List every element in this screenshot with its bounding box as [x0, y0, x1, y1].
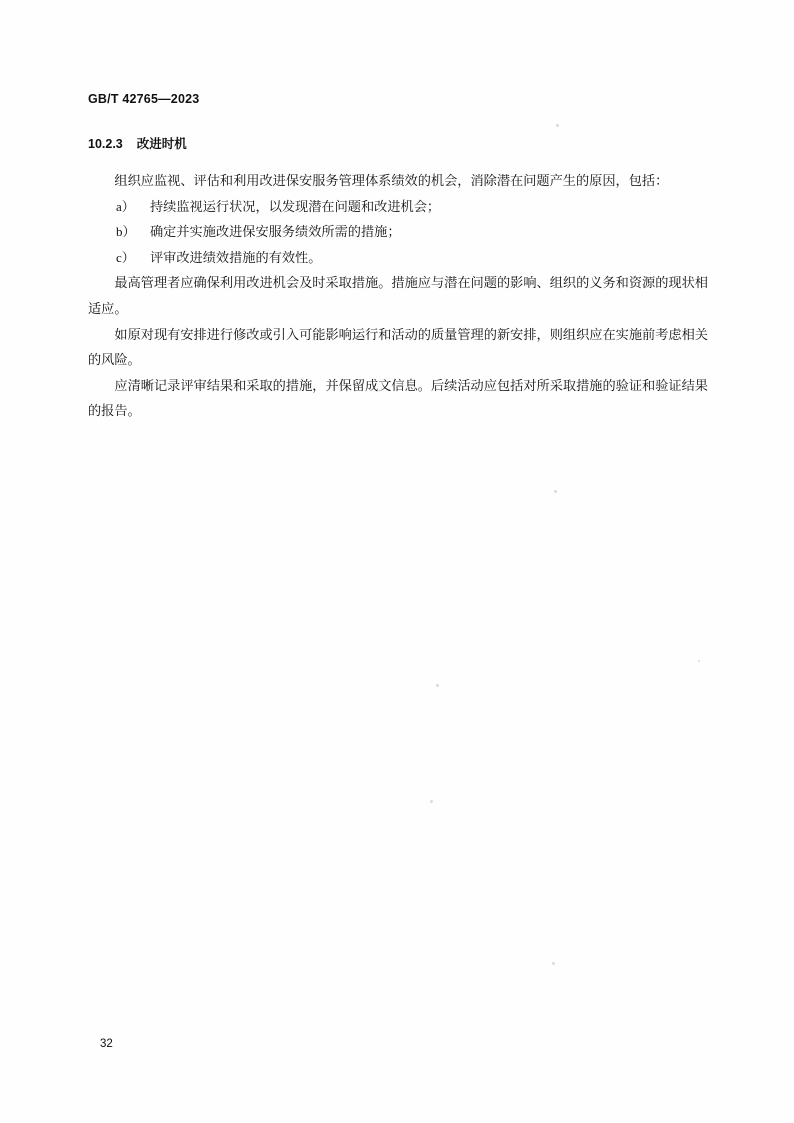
page-header-standard-number: GB/T 42765—2023: [88, 92, 200, 106]
scan-speck: [430, 800, 433, 803]
list-item-text: 评审改进绩效措施的有效性。: [150, 249, 322, 265]
scan-speck: [436, 684, 439, 687]
page-number: 32: [100, 1038, 113, 1050]
list-item-text: 确定并实施改进保安服务绩效所需的措施；: [150, 224, 401, 240]
list-item-marker: c）: [116, 249, 135, 265]
list-item-marker: a）: [116, 198, 135, 214]
list-item-marker: b）: [116, 224, 136, 240]
list-item: [88, 219, 708, 245]
clause-heading: [88, 134, 187, 152]
intro-paragraph: 组织应监视、评估和利用改进保安服务管理体系绩效的机会，消除潜在问题产生的原因，包括：: [114, 173, 669, 188]
body-paragraph-2: 如原对现有安排进行修改或引入可能影响运行和活动的质量管理的新安排，则组织应在实施前考虑相关的风险。: [88, 326, 708, 368]
list-item-text: 持续监视运行状况，以发现潜在问题和改进机会；: [150, 198, 441, 214]
list-item: [88, 245, 708, 271]
scan-speck: [698, 660, 700, 662]
body-paragraph-1: 最高管理者应确保利用改进机会及时采取措施。措施应与潜在问题的影响、组织的义务和资源的现状相适应。: [88, 275, 708, 316]
clause-body: [88, 168, 708, 424]
body-paragraph-3: 应清晰记录评审结果和采取的措施，并保留成文信息。后续活动应包括对所采取措施的验证和验证结果的报告。: [88, 377, 708, 419]
list-item: [88, 194, 708, 220]
enumerated-list: [88, 194, 708, 271]
scan-speck: [556, 124, 559, 127]
clause-number: 10.2.3: [88, 137, 123, 151]
clause-title-text: 改进时机: [136, 137, 187, 151]
scan-speck: [552, 962, 555, 965]
scan-speck: [554, 490, 557, 493]
